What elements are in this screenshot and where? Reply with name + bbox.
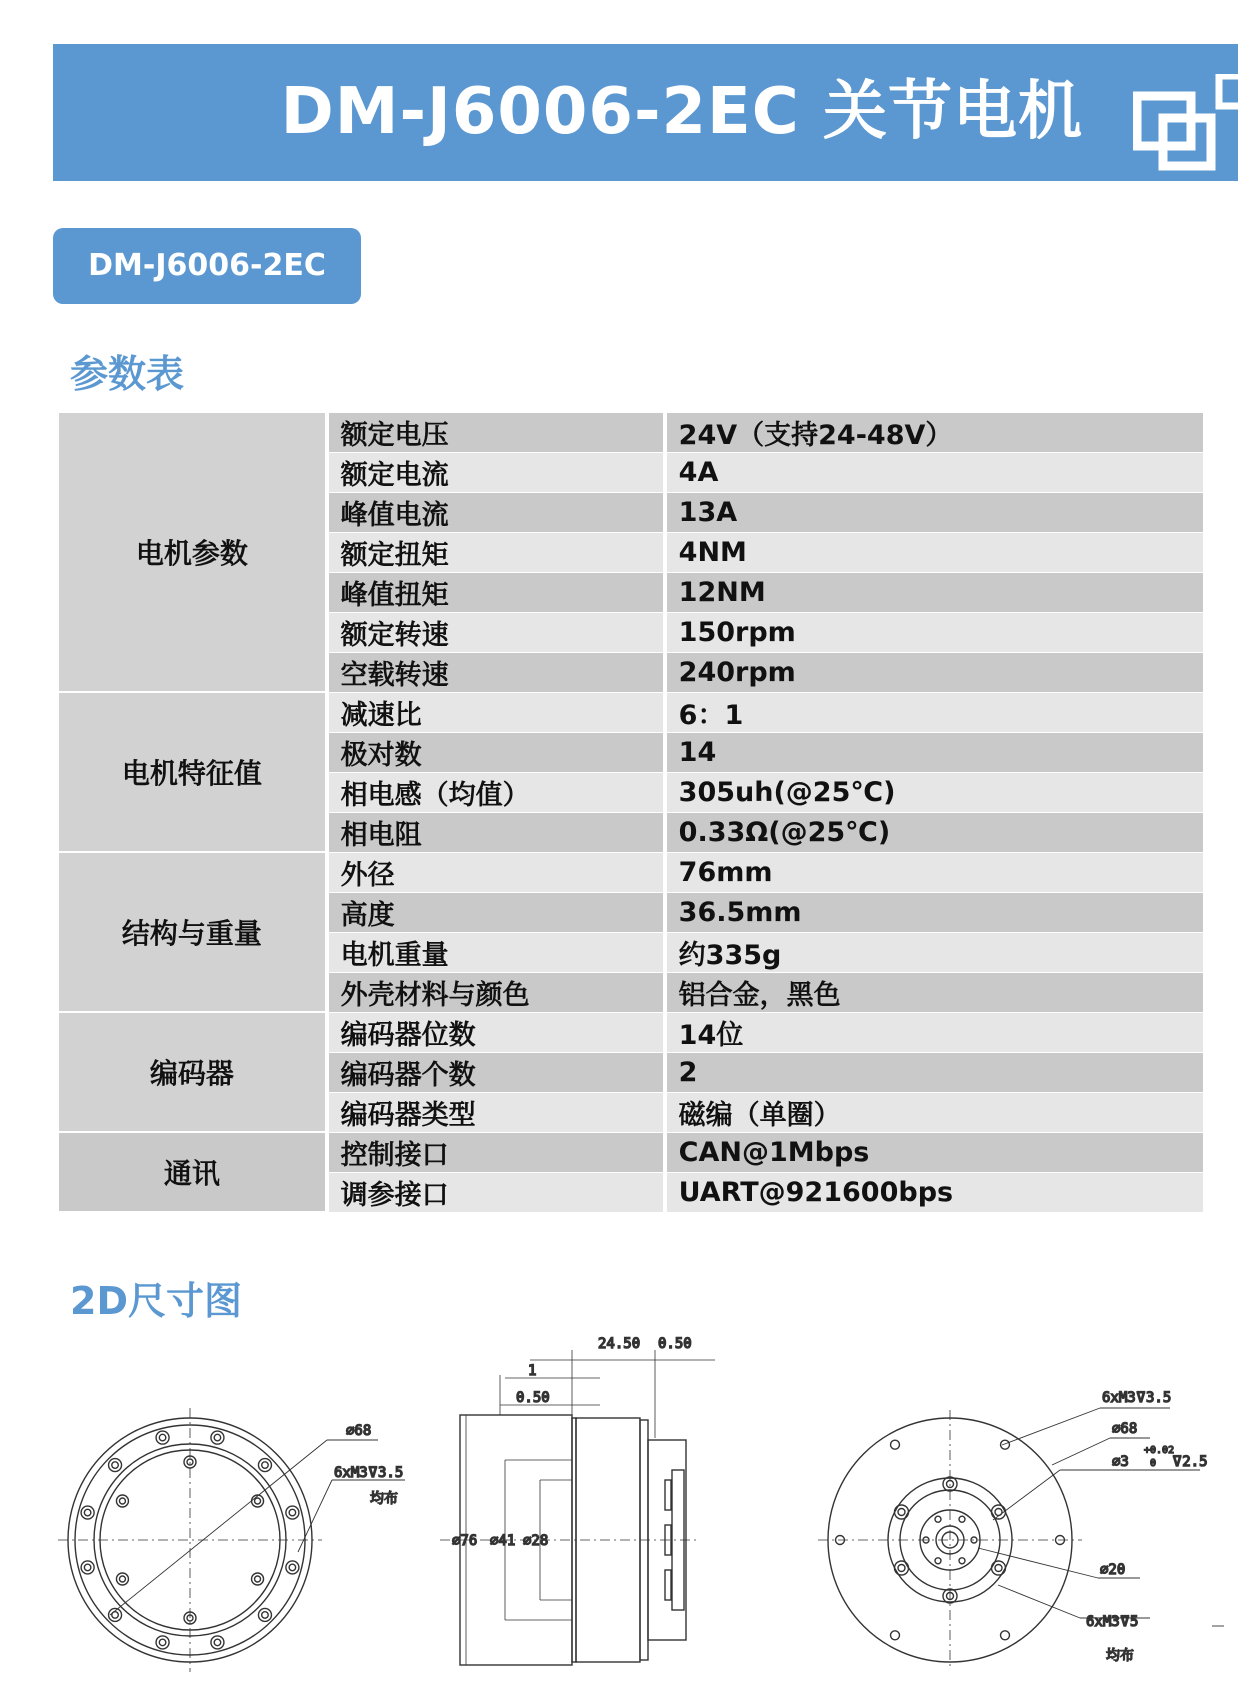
brand-logo-icon — [1133, 74, 1238, 174]
dim-label: 均布 — [1106, 1648, 1134, 1664]
param-name: 极对数 — [329, 733, 667, 773]
dim-label: ⌀68 — [346, 1423, 372, 1439]
param-name: 峰值电流 — [329, 493, 667, 533]
dim-label: 0.50 — [658, 1336, 692, 1352]
param-name: 高度 — [329, 893, 667, 933]
mounting-hole-inner — [255, 1576, 261, 1582]
param-value: 150rpm — [667, 613, 1203, 653]
dim-label: +0.02 — [1144, 1445, 1175, 1456]
param-name: 控制接口 — [329, 1133, 667, 1173]
dim-label: 6xM3⊽5 — [1086, 1614, 1139, 1630]
table-row — [59, 1133, 1203, 1173]
param-name: 空载转速 — [329, 653, 667, 693]
param-value: 305uh(@25℃) — [667, 773, 1203, 813]
mounting-hole-inner — [289, 1509, 296, 1516]
param-value: 14 — [667, 733, 1203, 773]
param-value: 24V（支持24-48V） — [667, 413, 1203, 453]
mounting-hole — [81, 1561, 94, 1574]
table-row — [59, 413, 1203, 453]
dim-label: ⌀76 — [452, 1533, 478, 1549]
group-label: 通讯 — [59, 1133, 329, 1213]
param-name: 外径 — [329, 853, 667, 893]
param-name: 峰值扭矩 — [329, 573, 667, 613]
mounting-hole — [935, 1516, 941, 1522]
param-value: UART@921600bps — [667, 1173, 1203, 1213]
param-value: 铝合金，黑色 — [667, 973, 1203, 1013]
mounting-hole — [252, 1495, 264, 1507]
mounting-hole — [81, 1506, 94, 1519]
mounting-hole-inner — [898, 1509, 905, 1516]
mounting-hole-inner — [119, 1498, 125, 1504]
mounting-hole — [156, 1431, 169, 1444]
mounting-hole — [116, 1495, 128, 1507]
param-name: 减速比 — [329, 693, 667, 733]
mounting-hole — [1001, 1631, 1010, 1640]
mounting-hole — [895, 1561, 909, 1575]
dimension-drawing — [0, 1320, 1238, 1697]
param-name: 调参接口 — [329, 1173, 667, 1213]
dim-label: 均布 — [370, 1491, 398, 1507]
dim-label: 1 — [528, 1363, 537, 1379]
param-name: 相电阻 — [329, 813, 667, 853]
mounting-hole-inner — [84, 1564, 91, 1571]
group-label: 电机特征值 — [59, 693, 329, 853]
mounting-hole-inner — [214, 1639, 221, 1646]
param-name: 编码器个数 — [329, 1053, 667, 1093]
dim-label: 0.50 — [516, 1390, 550, 1406]
param-name: 电机重量 — [329, 933, 667, 973]
param-value: 76mm — [667, 853, 1203, 893]
param-value: 240rpm — [667, 653, 1203, 693]
param-name: 额定电压 — [329, 413, 667, 453]
mounting-hole-inner — [119, 1576, 125, 1582]
dim-label: ⌀68 — [1112, 1421, 1138, 1437]
mounting-hole — [286, 1506, 299, 1519]
dim-label: ⌀28 — [523, 1533, 549, 1549]
param-value: 4NM — [667, 533, 1203, 573]
mounting-hole — [258, 1459, 271, 1472]
dim-label: 0 — [1150, 1458, 1157, 1469]
mounting-hole-inner — [898, 1565, 905, 1572]
dim-label: ⌀3 — [1112, 1454, 1129, 1470]
params-heading: 参数表 — [70, 352, 185, 396]
dim-label: ⊽2.5 — [1172, 1454, 1208, 1470]
table-row — [59, 693, 1203, 733]
param-value: CAN@1Mbps — [667, 1133, 1203, 1173]
mounting-hole — [116, 1573, 128, 1585]
group-label: 编码器 — [59, 1013, 329, 1133]
mounting-hole-inner — [255, 1498, 261, 1504]
model-tag: DM-J6006-2EC — [53, 228, 361, 304]
front-view — [58, 1408, 405, 1672]
mounting-hole — [891, 1631, 900, 1640]
mounting-hole — [109, 1459, 122, 1472]
mounting-hole-inner — [159, 1434, 166, 1441]
param-value: 4A — [667, 453, 1203, 493]
param-value: 0.33Ω(@25℃) — [667, 813, 1203, 853]
param-value: 2 — [667, 1053, 1203, 1093]
param-value: 约335g — [667, 933, 1203, 973]
page-title: DM-J6006-2EC 关节电机 — [280, 75, 1083, 149]
dim-label: 24.50 — [598, 1336, 641, 1352]
group-label: 结构与重量 — [59, 853, 329, 1013]
dim-label: ⌀20 — [1100, 1562, 1126, 1578]
param-name: 额定电流 — [329, 453, 667, 493]
mounting-hole-inner — [84, 1509, 91, 1516]
mounting-hole — [211, 1636, 224, 1649]
mounting-hole — [959, 1516, 965, 1522]
param-value: 14位 — [667, 1013, 1203, 1053]
mounting-hole-inner — [289, 1564, 296, 1571]
param-value: 36.5mm — [667, 893, 1203, 933]
dim-label: 6xM3⊽3.5 — [334, 1465, 404, 1481]
mounting-hole — [935, 1558, 941, 1564]
mounting-hole — [258, 1608, 271, 1621]
group-label: 电机参数 — [59, 413, 329, 693]
param-name: 额定转速 — [329, 613, 667, 653]
param-value: 6：1 — [667, 693, 1203, 733]
side-view — [440, 1350, 715, 1665]
mounting-hole — [211, 1431, 224, 1444]
dim-label: ⌀41 — [490, 1533, 516, 1549]
mounting-hole-inner — [262, 1462, 269, 1469]
mounting-hole — [252, 1573, 264, 1585]
mounting-hole — [1001, 1440, 1010, 1449]
drawing-heading: 2D尺寸图 — [70, 1279, 242, 1323]
mounting-hole — [891, 1440, 900, 1449]
mounting-hole — [286, 1561, 299, 1574]
mounting-hole — [895, 1505, 909, 1519]
mounting-hole-inner — [112, 1462, 119, 1469]
param-name: 编码器类型 — [329, 1093, 667, 1133]
mounting-hole — [959, 1558, 965, 1564]
table-row — [59, 853, 1203, 893]
param-name: 外壳材料与颜色 — [329, 973, 667, 1013]
mounting-hole — [156, 1636, 169, 1649]
param-name: 相电感（均值） — [329, 773, 667, 813]
param-name: 额定扭矩 — [329, 533, 667, 573]
mounting-hole-inner — [995, 1565, 1002, 1572]
dim-label: 6xM3⊽3.5 — [1102, 1390, 1172, 1406]
param-name: 编码器位数 — [329, 1013, 667, 1053]
param-value: 磁编（单圈） — [667, 1093, 1203, 1133]
params-table — [59, 413, 1203, 1213]
header-banner — [53, 44, 1238, 181]
param-value: 13A — [667, 493, 1203, 533]
mounting-hole-inner — [262, 1612, 269, 1619]
mounting-hole-inner — [214, 1434, 221, 1441]
param-value: 12NM — [667, 573, 1203, 613]
mounting-hole — [991, 1561, 1005, 1575]
mounting-hole-inner — [159, 1639, 166, 1646]
table-row — [59, 1013, 1203, 1053]
